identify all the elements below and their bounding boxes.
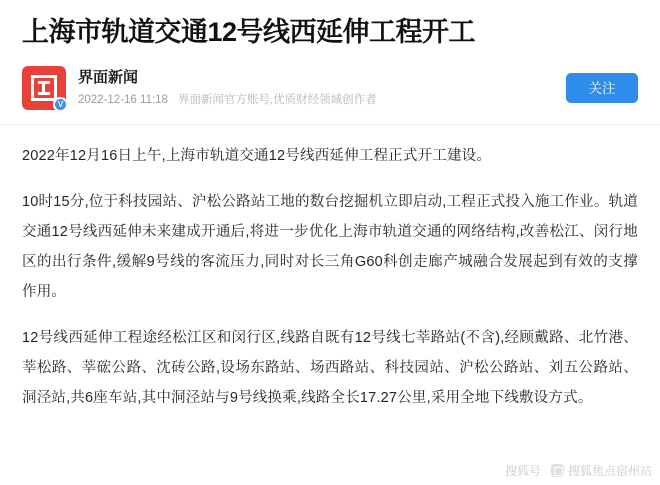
timestamp: 2022-12-16 11:18: [78, 93, 168, 106]
verified-badge-icon: V: [53, 97, 68, 112]
article-paragraph: 2022年12月16日上午,上海市轨道交通12号线西延伸工程正式开工建设。: [22, 147, 492, 164]
source-name[interactable]: 界面新闻: [78, 68, 139, 86]
source-description: 界面新闻官方账号,优质财经领域创作者: [177, 93, 377, 106]
watermark: [505, 462, 652, 479]
article-body: [0, 125, 660, 413]
watermark-logo-icon: [551, 464, 564, 477]
watermark-brand: 搜狐号: [504, 464, 541, 478]
watermark-account: 搜狐焦点宿州站: [567, 464, 652, 478]
follow-button[interactable]: 关注: [566, 73, 638, 103]
article-meta: [0, 56, 660, 124]
source-subline: [78, 92, 566, 108]
source-info: [78, 68, 566, 108]
page-title: 上海市轨道交通12号线西延伸工程开工: [22, 17, 476, 47]
avatar[interactable]: [22, 66, 66, 110]
article-paragraph: 12号线西延伸工程途经松江区和闵行区,线路自既有12号线七莘路站(不含),经顾戴路、北竹港、莘松路、莘硡公路、沈砖公路,设场东路站、场西路站、科技园站、沪松公路站、刘五公路站、洞泾站,共6座车站,其中洞泾站与9号线换乘,线路全长17.27公里,采用全地下线敷设方式。: [22, 329, 638, 406]
logo-glyph-icon: [31, 75, 57, 101]
article-paragraph: 10时15分,位于科技园站、沪松公路站工地的数台挖掘机立即启动,工程正式投入施工作业。轨道交通12号线西延伸未来建成开通后,将进一步优化上海市轨道交通的网络结构,改善松江、闵行地区的出行条件,缓解9号线的客流压力,同时对长三角G60科创走廊产城融合发展起到有效的支撑作用。: [22, 193, 638, 300]
